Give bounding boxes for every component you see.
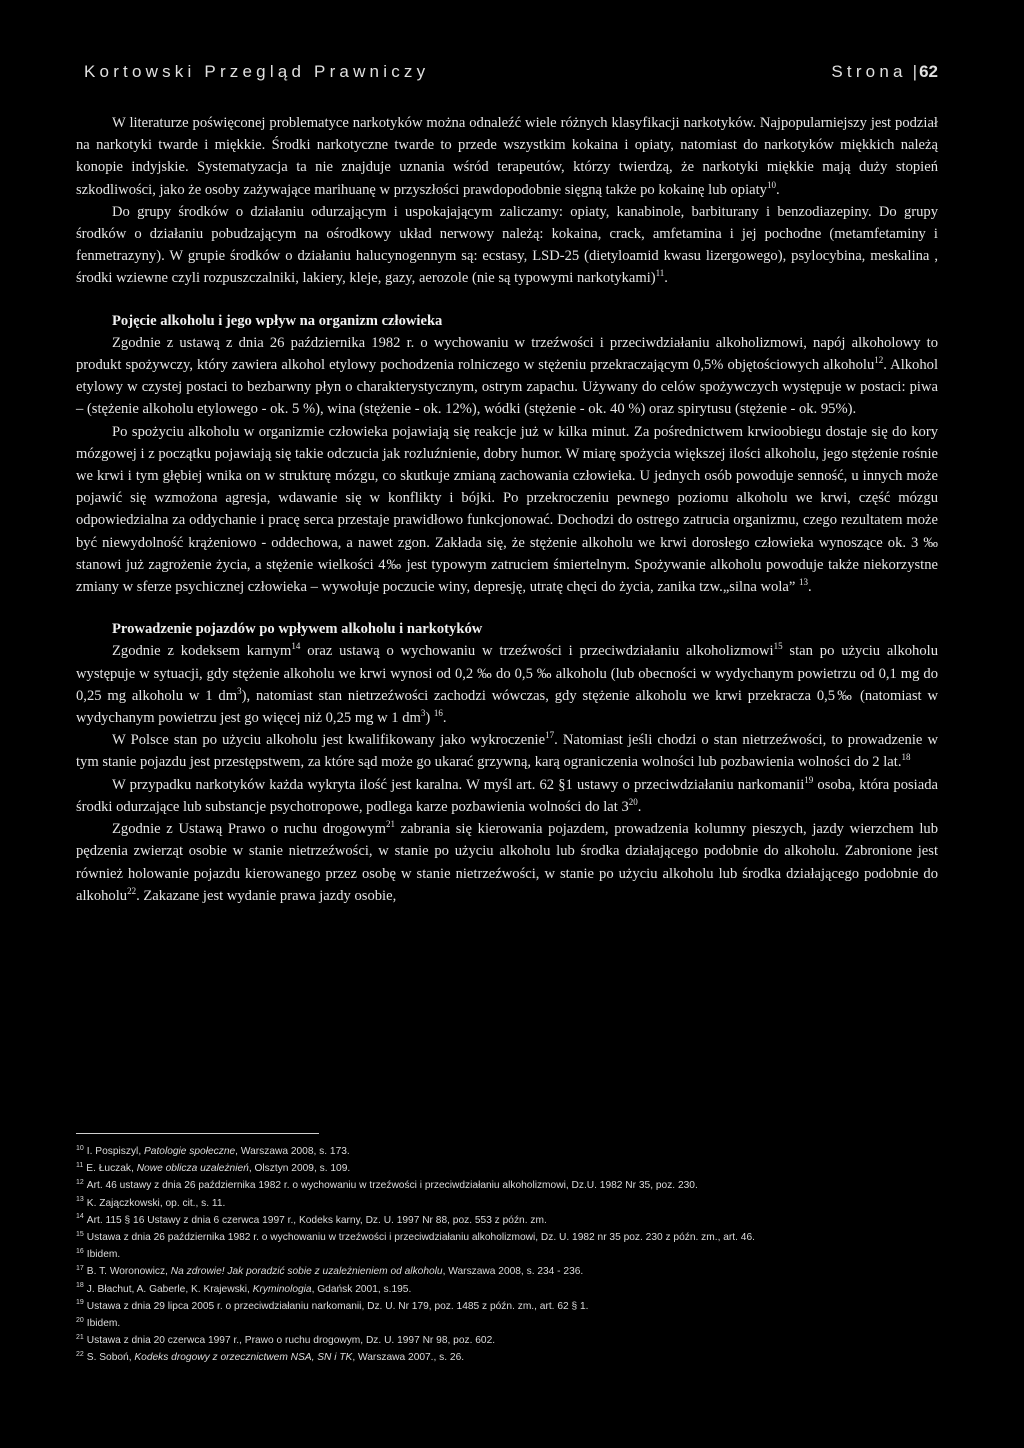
footnote-ref: 13 bbox=[799, 577, 809, 588]
footnote: $^{16}$ Ibidem. bbox=[76, 1247, 121, 1261]
footnote: $^{10}$ I. Pospiszyl, Patologie społeczne, Warszawa 2008, s. 173. bbox=[76, 1144, 350, 1157]
paragraph-traffic-law: Zgodnie z Ustawą Prawo o ruchu drogowym$^{21}$ zabrania się kierowania pojazdem, prowadzenia kolumny pieszych, jazdy wierzchem lub pędzenia zwierząt osobie w stanie nietrzeźwości, w stanie po użyciu alkoholu lub środka działającego podobnie do alkoholu. Zabronione jest również holowanie pojazdu kierowanego przez osobę w stanie nietrzeźwości, w stanie po użyciu alkoholu lub środka działającego podobnie do alkoholu$^{22}$. Zakazane jest wydanie prawa jazdy osobie, bbox=[76, 819, 938, 904]
unit-exponent: 3 bbox=[420, 708, 426, 719]
paragraph-narcotics-groups: Do grupy środków o działaniu odurzającym i uspokajającym zaliczamy: opiaty, kanabinole, barbiturany i benzodiazepiny. Do grupy środków o działaniu pobudzającym na ośrodkowy układ nerwowy należą: kokaina, crack, amfetamina i jej pochodne (metamfetaminy i fenmetrazyny). W grupie środków o działaniu halucynogennym są: ecstasy, LSD-25 (dietyloamid kwasu lizergowego), psylocybina, meskalina , środki wziewne czyli rozpuszczalniki, lakiery, kleje, gazy, aerozole (nie są typowymi narkotykami)$^{11}$. bbox=[76, 203, 938, 287]
page-separator: | bbox=[912, 62, 918, 81]
paragraph-alcohol-definition: Zgodnie z ustawą z dnia 26 października 1982 r. o wychowaniu w trzeźwości i przeciwdziałaniu alkoholizmowi, napój alkoholowy to produkt spożywczy, który zawiera alkohol etylowy pochodzenia rolniczego w stężeniu przekraczającym 0,5% objętościowych alkoholu$^{12}$. Alkohol etylowy w czystej postaci to bezbarwny płyn o charakterystycznym, ostrym zapachu. Używany do celów spożywczych występuje w postaci: piwa – (stężenie alkoholu etylowego - ok. 5 %), wina (stężenie - ok. 12%), wódki (stężenie - ok. 40 %) oraz spirytusu (stężenie - ok. 95%). bbox=[76, 334, 939, 418]
footnote: $^{22}$ S. Soboń, Kodeks drogowy z orzecznictwem NSA, SN i TK, Warszawa 2007., s. 26. bbox=[76, 1351, 465, 1364]
footnotes bbox=[76, 1143, 938, 1367]
paragraph-alcohol-effects: Po spożyciu alkoholu w organizmie człowieka pojawiają się reakcje już w kilka minut. Za pośrednictwem krwioobiegu dostaje się do kory mózgowej i z początku pojawiają się takie odczucia jak rozluźnienie, dobry humor. W miarę spożycia większej ilości alkoholu, jego stężenie rośnie we krwi i tym głębiej wnika on w strukturę mózgu, co skutkuje zmianą zachowania człowieka. U jednych osób powoduje senność, u innych może pojawić się wzmożona agresja, wdawanie się w konflikty i bójki. Po przekroczeniu pewnego poziomu alkoholu we krwi, część mózgu odpowiedzialna za oddychanie i pracę serca przestaje prawidłowo funkcjonować. Dochodzi do ostrego zatrucia organizmu, czego rezultatem może być niewydolność krążeniowo - oddechowa, a nawet zgon. Zakłada się, że stężenie alkoholu we krwi dorosłego człowieka wynoszące ok. 3 ‰ stanowi już zagrożenie życia, a stężenie wielkości 4‰ jest typowym zatruciem śmiertelnym. Spożywanie alkoholu powoduje także niekorzystne zmiany w sferze psychicznej człowieka – wywołuje poczucie winy, depresję, utratę chęci do życia, zanika tzw.„silna wola” $^{13}$. bbox=[76, 423, 938, 596]
page-label: Strona bbox=[831, 62, 907, 81]
footnote-ref: 22 bbox=[127, 885, 137, 896]
paragraph-narcotics-classification: W literaturze poświęconej problematyce narkotyków można odnaleźć wiele różnych klasyfikacji narkotyków. Najpopularniejszy jest podział na narkotyki twarde i miękkie. Środki narkotyczne twarde to przede wszystkim kokaina i opiaty, natomiast do narkotyków miękkich należą konopie indyjskie. Systematyzacja ta nie znajduje uznania wśród terapeutów, którzy twierdzą, że narkotyki miękkie mają duży stopień szkodliwości, jako że osoby zażywające marihuanę w przyszłości prawdopodobnie sięgną także po kokainę lub opiaty$^{10}$. bbox=[76, 115, 938, 198]
footnote-divider bbox=[76, 1133, 319, 1134]
footnote-ref: 19 bbox=[804, 774, 814, 785]
footnote: $^{15}$ Ustawa z dnia 26 października 1982 r. o wychowaniu w trzeźwości i przeciwdziałaniu alkoholizmowi, Dz. U. 1982 nr 35 poz. 230 z późn. zm., art. 46. bbox=[76, 1230, 755, 1244]
paragraph-driving-definitions: Zgodnie z kodeksem karnym$^{14}$ oraz ustawą o wychowaniu w trzeźwości i przeciwdziałaniu alkoholizmowi$^{15}$ stan po użyciu alkoholu występuje w sytuacji, gdy stężenie alkoholu we krwi wynosi od 0,2 ‰ do 0,5 ‰ alkoholu (lub obecności w wydychanym powietrzu od 0,1 mg do 0,25 mg alkoholu w 1 $dm^3$), natomiast stan nietrzeźwości zachodzi wówczas, gdy stężenie alkoholu we krwi przekracza 0,5‰ (natomiast w wydychanym powietrzu jest go więcej niż 0,25 mg w 1 $dm^3$) $^{16}$. bbox=[76, 641, 939, 727]
footnote: $^{21}$ Ustawa z dnia 20 czerwca 1997 r., Prawo o ruchu drogowym, Dz. U. 1997 Nr 98, poz. 602. bbox=[76, 1333, 496, 1347]
unit-exponent: 3 bbox=[237, 686, 242, 697]
footnote: $^{14}$ Art. 115 § 16 Ustawy z dnia 6 czerwca 1997 r., Kodeks karny, Dz. U. 1997 Nr 88, poz. 553 z późn. zm. bbox=[76, 1213, 547, 1226]
footnote: $^{12}$ Art. 46 ustawy z dnia 26 października 1982 r. o wychowaniu w trzeźwości i przeciwdziałaniu alkoholizmowi, Dz.U. 1982 Nr 35, poz. 230. bbox=[76, 1179, 698, 1192]
section-heading-driving: Prowadzenie pojazdów po wpływem alkoholu i narkotyków bbox=[112, 621, 483, 638]
footnote-ref: 20 bbox=[628, 797, 638, 808]
article-body bbox=[76, 112, 938, 907]
journal-title: Kortowski Przegląd Prawniczy bbox=[84, 62, 430, 81]
footnote: $^{19}$ Ustawa z dnia 29 lipca 2005 r. o przeciwdziałaniu narkomanii, Dz. U. Nr 179, poz. 1485 z późn. zm., art. 62 § 1. bbox=[76, 1299, 589, 1312]
page-number: 62 bbox=[919, 62, 938, 81]
footnote-ref: 18 bbox=[901, 752, 911, 763]
footnote-ref: 21 bbox=[385, 819, 395, 830]
footnote-ref: 17 bbox=[545, 730, 555, 741]
footnote: $^{20}$ Ibidem. bbox=[76, 1316, 121, 1330]
page-indicator bbox=[831, 62, 938, 82]
footnote-ref: 16 bbox=[433, 708, 443, 719]
footnote-ref: 10 bbox=[766, 179, 776, 190]
footnote-ref: 11 bbox=[655, 268, 665, 279]
footnote: $^{17}$ B. T. Woronowicz, Na zdrowie! Jak poradzić sobie z uzależnieniem od alkoholu, Warszawa 2008, s. 234 - 236. bbox=[76, 1265, 584, 1278]
paragraph-narcotics-penalty: W przypadku narkotyków każda wykryta ilość jest karalna. W myśl art. 62 §1 ustawy o przeciwdziałaniu narkomanii$^{19}$ osoba, która posiada środki odurzające lub substancje psychotropowe, podlega karze pozbawienia wolności do lat $3^{20}$. bbox=[76, 774, 938, 815]
footnote-ref: 14 bbox=[291, 641, 301, 652]
footnote: $^{13}$ K. Zajączkowski, op. cit., s. 11. bbox=[76, 1196, 226, 1209]
paragraph-driving-penalties: W Polsce stan po użyciu alkoholu jest kwalifikowany jako wykroczenie$^{17}$. Natomiast jeśli chodzi o stan nietrzeźwości, to prowadzenie w tym stanie pojazdu jest przestępstwem, za które sąd może go ukarać grzywną, karą ograniczenia wolności lub pozbawienia wolności do 2 lat.$^{18}$ bbox=[76, 730, 938, 771]
footnote-ref: 15 bbox=[773, 641, 783, 652]
section-heading-alcohol: Pojęcie alkoholu i jego wpływ na organizm człowieka bbox=[112, 312, 443, 329]
footnote: $^{11}$ E. Łuczak, Nowe oblicza uzależnień, Olsztyn 2009, s. 109. bbox=[76, 1161, 351, 1175]
footnote: $^{18}$ J. Błachut, A. Gaberle, K. Krajewski, Kryminologia, Gdańsk 2001, s.195. bbox=[76, 1282, 412, 1295]
footnote-ref: 12 bbox=[874, 355, 884, 366]
